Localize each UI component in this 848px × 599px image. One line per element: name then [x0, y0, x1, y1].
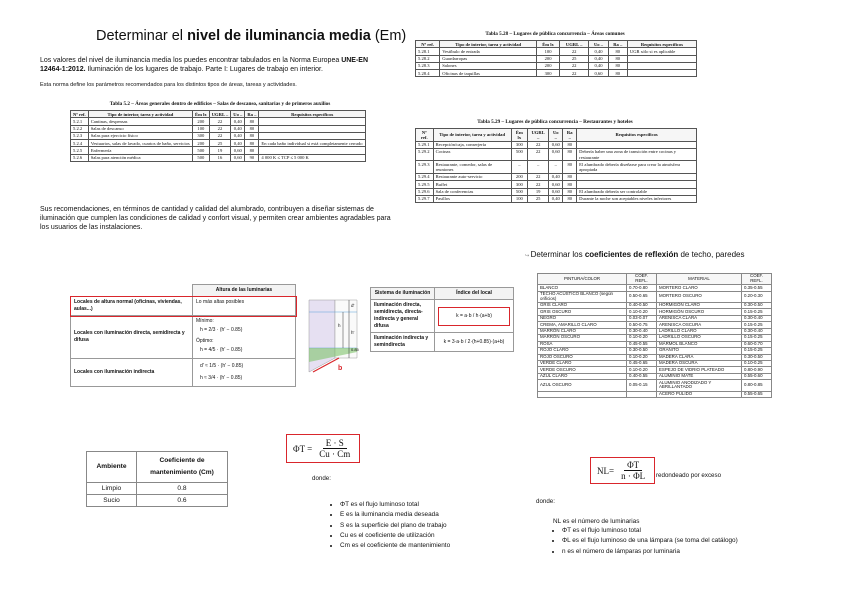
- list-item: • E es la iluminancia media deseada: [340, 510, 450, 520]
- reflection-cell: 0.80-0.85: [742, 380, 772, 391]
- t528-header-6: Requisitos específicos: [627, 41, 696, 48]
- reflection-cell: LADRILLO CLARO: [656, 328, 741, 334]
- t529-cell: Restaurante auto-servicio: [433, 173, 511, 180]
- list-item: • n es el número de lámparas por luminaria: [562, 547, 738, 557]
- reflection-cell: 0.60-0.70: [742, 341, 772, 347]
- reflection-cell: 0.50-0.65: [627, 291, 657, 302]
- t52-cell: 5.2.5: [71, 147, 89, 154]
- t528-cell: [627, 55, 696, 62]
- recommendation-paragraph: Sus recomendaciones, en términos de cantidad y calidad del alumbrado, contribuyen a diseñar sistemas de iluminación que cumplen las condiciones de calidad y confort visual, y permiten crear ambientes agradables para los usuarios de las instalaciones.: [40, 206, 391, 232]
- t529-cell: 5.29.2: [416, 148, 434, 161]
- t528-cell: 80: [608, 62, 627, 69]
- flux-donde: donde:: [312, 475, 331, 482]
- t52-cell: [259, 147, 366, 154]
- t52-cell: 100: [193, 125, 210, 132]
- t529-header-1: Tipo de interior, tarea y actividad: [433, 129, 511, 142]
- list-item: • S es la superficie del plano de trabajo: [340, 521, 450, 531]
- t529-cell: Sala de conferencias: [433, 188, 511, 195]
- t529-cell: El alumbrado debería diseñarse para crear la atmósfera apropiada: [577, 161, 697, 174]
- t52-header-4: Uo –: [231, 111, 245, 118]
- t529-cell: 0,60: [549, 148, 563, 161]
- t529-cell: 0,60: [549, 141, 563, 148]
- t52-cell: 5.2.2: [71, 125, 89, 132]
- t528-cell: 22: [559, 48, 588, 55]
- reflection-header-0: PINTURA/COLOR: [538, 274, 627, 285]
- t52-cell: Salas para ejercicio físico: [88, 132, 192, 139]
- t52-cell: 0,60: [231, 147, 245, 154]
- reflection-cell: ALUMINIO ANODIZADO Y ABRILLANTADO: [656, 380, 741, 391]
- height-row-normal-value: Lo más altas posibles: [193, 297, 296, 316]
- intro-paragraph: Los valores del nivel de iluminancia media los puedes encontrar tabulados en la Norma Europea UNE-EN 12464-1:2012. Iluminación de los lugares de trabajo. Parte I: Lugares de trabajo en interior.: [40, 57, 369, 74]
- t52-header-3: UGRL –: [209, 111, 231, 118]
- diagram-label-hp: h': [351, 330, 355, 335]
- t528-cell: 200: [537, 62, 560, 69]
- t52-cell: 500: [193, 147, 210, 154]
- t528-header-2: Ēm lx: [537, 41, 560, 48]
- t52-header-5: Ra –: [245, 111, 259, 118]
- t528-cell: 80: [608, 70, 627, 77]
- reflection-cell: VERDE CLARO: [538, 360, 627, 366]
- reflection-cell: LADRILLO OSCURO: [656, 335, 741, 341]
- reflection-cell: 0.05-0.15: [627, 380, 657, 391]
- t529-cell: Recepción/caja, conserjería: [433, 141, 511, 148]
- reflection-cell: 0.55-0.65: [742, 391, 772, 397]
- t52-header-2: Ēm lx: [193, 111, 210, 118]
- t529-cell: –: [511, 161, 527, 174]
- t529-cell: 80: [563, 173, 577, 180]
- t528-cell: 0,60: [589, 70, 608, 77]
- t529-cell: 22: [528, 181, 549, 188]
- t529-header-2: Ēm lx: [511, 129, 527, 142]
- t52-cell: 5.2.1: [71, 118, 89, 125]
- t52-cell: 16: [209, 154, 231, 161]
- t529-cell: –: [528, 161, 549, 174]
- reflection-cell: BLANCO: [538, 285, 627, 291]
- reflection-cell: ARENISCA CLARA: [656, 315, 741, 321]
- reflection-cell: 0.55-0.60: [742, 373, 772, 379]
- table-5-2: [70, 110, 366, 162]
- maintenance-cell: Limpio: [87, 482, 137, 494]
- reflection-cell: MÁRMOL BLANCO: [656, 341, 741, 347]
- t52-cell: 22: [209, 118, 231, 125]
- t528-cell: 100: [537, 48, 560, 55]
- reflection-cell: ESPEJO DE VIDRIO PLATEADO: [656, 367, 741, 373]
- table-row: [416, 173, 697, 180]
- intro-note: Esta norma define los parámetros recomendados para los distintos tipos de áreas, tareas y actividades.: [40, 82, 297, 88]
- reflection-cell: ROSA: [538, 341, 627, 347]
- reflection-cell: HORMIGÓN CLARO: [656, 303, 741, 309]
- table-row: [71, 147, 366, 154]
- reflection-cell: 0.15-0.25: [742, 322, 772, 328]
- t52-cell: 4 000 K ≤ TCP ≤ 5 000 K: [259, 154, 366, 161]
- reflection-cell: [538, 391, 627, 397]
- t528-cell: 0,40: [589, 48, 608, 55]
- index-row-indirect: Iluminación indirecta y semindirecta: [371, 333, 435, 352]
- reflection-cell: 0.15-0.25: [742, 335, 772, 341]
- t52-cell: [259, 132, 366, 139]
- t529-cell: 0,60: [549, 188, 563, 195]
- reflection-cell: HORMIGÓN OSCURO: [656, 309, 741, 315]
- reflection-cell: VERDE OSCURO: [538, 367, 627, 373]
- t529-cell: 80: [563, 188, 577, 195]
- reflection-cell: NEGRO: [538, 315, 627, 321]
- t52-cell: 80: [245, 140, 259, 147]
- reflection-cell: 0.15-0.25: [742, 348, 772, 354]
- index-formula-direct: k = a·b / h·(a+b): [438, 307, 510, 326]
- maintenance-header-env: Ambiente: [87, 452, 137, 483]
- t52-cell: 0,40: [231, 140, 245, 147]
- room-height-diagram: [305, 296, 363, 376]
- reflection-cell: 0.30-0.50: [742, 303, 772, 309]
- t528-cell: Oficinas de taquillas: [440, 70, 537, 77]
- t52-cell: 19: [209, 147, 231, 154]
- reflection-cell: 0.30-0.40: [742, 315, 772, 321]
- t528-cell: 0,40: [589, 55, 608, 62]
- reflection-cell: 0.40-0.55: [627, 373, 657, 379]
- table-row: [416, 70, 697, 77]
- reflection-cell: MADERA OSCURA: [656, 360, 741, 366]
- t529-cell: 25: [528, 195, 549, 202]
- flux-formula: ΦT = $\frac{E \cdot S}{Cu \cdot Cm}$: [286, 434, 360, 463]
- reflection-cell: CREMA, AMARILLO CLARO: [538, 322, 627, 328]
- t52-cell: Salas para atención médica: [88, 154, 192, 161]
- nl-definitions: [552, 526, 738, 557]
- t529-cell: 500: [511, 148, 527, 161]
- table-row: [416, 55, 697, 62]
- t529-cell: –: [549, 161, 563, 174]
- table-row: [71, 140, 366, 147]
- t528-cell: 22: [559, 70, 588, 77]
- reflection-cell: ROJO CLARO: [538, 348, 627, 354]
- t529-cell: Buffet: [433, 181, 511, 188]
- t52-cell: 0,60: [231, 154, 245, 161]
- table-row: [416, 188, 697, 195]
- reflection-cell: ALUMINIO MATE: [656, 373, 741, 379]
- t52-cell: Cantinas, despensas: [88, 118, 192, 125]
- reflection-cell: 0.10-0.20: [627, 367, 657, 373]
- t52-cell: 80: [245, 147, 259, 154]
- t52-cell: 5.2.4: [71, 140, 89, 147]
- t529-cell: 200: [511, 173, 527, 180]
- reflection-cell: 0.20-0.30: [742, 291, 772, 302]
- reflection-cell: MORTERO OSCURO: [656, 291, 741, 302]
- table-row: [416, 181, 697, 188]
- table-row: [538, 291, 772, 302]
- t529-cell: El alumbrado debería ser controlable: [577, 188, 697, 195]
- reflection-cell: 0.10-0.20: [627, 309, 657, 315]
- t529-cell: 5.29.3: [416, 161, 434, 174]
- t528-cell: 22: [559, 62, 588, 69]
- reflection-heading: ↪ Determinar los coeficientes de reflexión de techo, paredes: [525, 250, 745, 259]
- t529-header-6: Requisitos específicos: [577, 129, 697, 142]
- arrow-icon: ↪: [525, 253, 531, 259]
- room-index-table: [370, 287, 514, 352]
- table-row: [87, 494, 228, 506]
- reflection-cell: 0.45-0.65: [627, 360, 657, 366]
- t528-cell: UGR sólo si es aplicable: [627, 48, 696, 55]
- maintenance-header-coef: Coeficiente de mantenimiento (Cm): [137, 452, 228, 483]
- reflection-cell: 0.80-0.90: [742, 367, 772, 373]
- reflection-cell: ARENISCA OSCURA: [656, 322, 741, 328]
- t529-header-5: Ra –: [563, 129, 577, 142]
- reflection-cell: 0.10-0.20: [627, 335, 657, 341]
- t52-cell: [259, 118, 366, 125]
- reflection-cell: ROJO OSCURO: [538, 354, 627, 360]
- reflection-cell: MARRÓN CLARO: [538, 328, 627, 334]
- reflection-cell: 0.30-0.40: [742, 328, 772, 334]
- t528-cell: 200: [537, 55, 560, 62]
- t528-cell: 80: [608, 48, 627, 55]
- table-row: [416, 48, 697, 55]
- t529-cell: [577, 173, 697, 180]
- t528-header-0: Nº ref.: [416, 41, 440, 48]
- t52-cell: Salas de descanso: [88, 125, 192, 132]
- t529-cell: Debería haber una zona de transición entre cocinas y restaurante: [577, 148, 697, 161]
- t528-cell: Salones: [440, 62, 537, 69]
- t52-cell: 80: [245, 132, 259, 139]
- t52-cell: 300: [193, 132, 210, 139]
- reflection-cell: 0.03-0.07: [627, 315, 657, 321]
- t528-cell: [627, 62, 696, 69]
- reflection-cell: 0.50-0.75: [627, 322, 657, 328]
- t52-cell: [259, 125, 366, 132]
- t529-cell: 5.29.6: [416, 188, 434, 195]
- maintenance-table: [86, 451, 228, 507]
- reflection-cell: 0.35-0.55: [742, 285, 772, 291]
- table-row: [416, 62, 697, 69]
- t529-cell: 300: [511, 141, 527, 148]
- t528-cell: Vestíbulo de entrada: [440, 48, 537, 55]
- nl-donde: donde:: [536, 498, 555, 505]
- t528-cell: Guardarropas: [440, 55, 537, 62]
- t529-cell: 80: [563, 161, 577, 174]
- flux-definitions: [330, 500, 450, 551]
- t529-cell: [577, 181, 697, 188]
- t528-cell: 5.28.1: [416, 48, 440, 55]
- reflection-cell: 0.70-0.80: [627, 285, 657, 291]
- t528-cell: 80: [608, 55, 627, 62]
- t52-cell: 0,40: [231, 118, 245, 125]
- reflection-header-2: MATERIAL: [656, 274, 741, 285]
- reflection-cell: MORTERO CLARO: [656, 285, 741, 291]
- t529-cell: Restaurante, comedor, salas de reuniones: [433, 161, 511, 174]
- reflection-cell: GRIS CLARO: [538, 303, 627, 309]
- diagram-label-floor: 0.85: [351, 347, 359, 352]
- reflection-cell: 0.40-0.50: [627, 303, 657, 309]
- t52-cell: 500: [193, 154, 210, 161]
- reflection-table: [537, 273, 772, 398]
- reflection-cell: AZUL CLARO: [538, 373, 627, 379]
- t52-cell: 22: [209, 132, 231, 139]
- t529-cell: [577, 141, 697, 148]
- table-row: [538, 380, 772, 391]
- t529-cell: 300: [511, 181, 527, 188]
- t529-cell: 500: [511, 188, 527, 195]
- table-5-28: [415, 40, 697, 77]
- t528-cell: 5.28.4: [416, 70, 440, 77]
- t52-cell: 0,40: [231, 132, 245, 139]
- t52-cell: 200: [193, 118, 210, 125]
- t529-cell: 22: [528, 173, 549, 180]
- t52-header-1: Tipo de interior, tarea y actividad: [88, 111, 192, 118]
- page-title: Determinar el nivel de iluminancia media (Em): [96, 28, 407, 44]
- list-item: • ΦT es el flujo luminoso total: [562, 526, 738, 536]
- reflection-cell: 0.15-0.25: [742, 309, 772, 315]
- t528-cell: 300: [537, 70, 560, 77]
- t529-cell: 5.29.1: [416, 141, 434, 148]
- table-5-29-title: Tabla 5.29 – Lugares de pública concurrencia – Restaurantes y hoteles: [477, 119, 633, 125]
- table-5-28-title: Tabla 5.28 – Lugares de pública concurrencia – Áreas comunes: [485, 31, 625, 37]
- t52-cell: 5.2.3: [71, 132, 89, 139]
- reflection-cell: MARRÓN OSCURO: [538, 335, 627, 341]
- t528-cell: [627, 70, 696, 77]
- t529-cell: 5.29.7: [416, 195, 434, 202]
- list-item: • ΦT es el flujo luminoso total: [340, 500, 450, 510]
- t528-cell: 0,40: [589, 62, 608, 69]
- t529-header-4: Uo –: [549, 129, 563, 142]
- maintenance-cell: 0.6: [137, 494, 228, 506]
- table-row: [71, 132, 366, 139]
- t529-cell: Cocinas: [433, 148, 511, 161]
- t528-cell: 5.28.3: [416, 62, 440, 69]
- reflection-cell: GRANITO: [656, 348, 741, 354]
- reflection-cell: 0.30-0.50: [742, 354, 772, 360]
- nl-formula: NL= $\frac{\Phi T}{n \cdot \Phi L}$: [590, 457, 655, 484]
- maintenance-cell: Sucio: [87, 494, 137, 506]
- t529-cell: 22: [528, 141, 549, 148]
- t52-cell: 80: [245, 125, 259, 132]
- index-header-index: Índice del local: [435, 288, 514, 300]
- height-row-normal-label: Locales de altura normal (oficinas, viviendas, aulas...): [71, 297, 193, 316]
- t52-header-6: Requisitos específicos: [259, 111, 366, 118]
- height-header: Altura de las luminarias: [193, 285, 296, 297]
- reflection-header-3: COEF. REFL.: [742, 274, 772, 285]
- diagram-label-d: d': [351, 303, 355, 308]
- t529-cell: Durante la noche son aceptables niveles inferiores: [577, 195, 697, 202]
- index-row-direct: Iluminación directa, semidirecta, directa-indirecta y general difusa: [371, 300, 435, 333]
- table-5-29: [415, 128, 697, 203]
- list-item: • ΦL es el flujo luminoso de una lámpara (se toma del catálogo): [562, 536, 738, 546]
- t529-cell: 22: [528, 148, 549, 161]
- reflection-cell: TECHO ACÚSTICO BLANCO (según orificios): [538, 291, 627, 302]
- t52-cell: 90: [245, 154, 259, 161]
- reflection-cell: 0.10-0.20: [627, 354, 657, 360]
- t52-cell: Vestuarios, salas de lavado, cuartos de baño, servicios: [88, 140, 192, 147]
- t528-cell: 25: [559, 55, 588, 62]
- maintenance-cell: 0.8: [137, 482, 228, 494]
- reflection-cell: 0.10-0.25: [742, 360, 772, 366]
- t529-cell: 0,40: [549, 195, 563, 202]
- table-row: [71, 125, 366, 132]
- nl-note: redondeado por exceso: [656, 472, 722, 479]
- table-row: [416, 161, 697, 174]
- diagram-label-b: b: [338, 365, 343, 372]
- index-formula-indirect: k = 3·a·b / 2·(h+0.85)·(a+b): [435, 333, 514, 352]
- t529-cell: 5.29.5: [416, 181, 434, 188]
- t529-cell: 100: [511, 195, 527, 202]
- t529-cell: 19: [528, 188, 549, 195]
- table-row: [87, 482, 228, 494]
- reflection-cell: 0.30-0.40: [627, 328, 657, 334]
- t52-header-0: Nº ref.: [71, 111, 89, 118]
- luminaire-height-table: Altura de las luminarias Locales de altura normal (oficinas, viviendas, aulas...) Lo más altas posibles Locales con iluminación directa, semidirecta y difusa Mínimo: h = 2/3 · (h' − 0.85) Óptimo: h = 4/5 · (h' − 0.85) Locales con iluminación indirecta d' ≈ 1/5 · (h' − 0.85) h ≈ 3/4 · (h' − 0.85): [70, 284, 296, 387]
- t52-cell: 80: [245, 118, 259, 125]
- list-item: • Cm es el coeficiente de mantenimiento: [340, 541, 450, 551]
- t528-header-5: Ra –: [608, 41, 627, 48]
- table-row: [538, 391, 772, 397]
- t529-cell: 0,40: [549, 173, 563, 180]
- table-row: [71, 118, 366, 125]
- table-row: [71, 154, 366, 161]
- t529-header-0: Nº ref.: [416, 129, 434, 142]
- table-row: [416, 195, 697, 202]
- reflection-cell: [627, 391, 657, 397]
- height-row-indirect-label: Locales con iluminación indirecta: [71, 359, 193, 387]
- nl-first-definition: NL es el número de luminarias: [553, 518, 640, 525]
- t528-header-4: Uo –: [589, 41, 608, 48]
- t529-cell: 5.29.4: [416, 173, 434, 180]
- t52-cell: 200: [193, 140, 210, 147]
- t529-cell: 0,60: [549, 181, 563, 188]
- t529-cell: 80: [563, 148, 577, 161]
- reflection-cell: AZUL OSCURO: [538, 380, 627, 391]
- diagram-label-h: h: [338, 323, 341, 328]
- table-row: [416, 141, 697, 148]
- t52-cell: 25: [209, 140, 231, 147]
- t528-header-3: UGRL –: [559, 41, 588, 48]
- t529-cell: Pasillos: [433, 195, 511, 202]
- t529-cell: 80: [563, 181, 577, 188]
- t529-cell: 80: [563, 195, 577, 202]
- t528-cell: 5.28.2: [416, 55, 440, 62]
- t52-cell: 22: [209, 125, 231, 132]
- table-5-2-title: Tabla 5.2 – Áreas generales dentro de edificios – Salas de descanso, sanitarias y de primeros auxilios: [109, 101, 331, 107]
- t529-cell: 80: [563, 141, 577, 148]
- reflection-cell: 0.30-0.50: [627, 348, 657, 354]
- t528-header-1: Tipo de interior, tarea y actividad: [440, 41, 537, 48]
- t52-cell: 0,40: [231, 125, 245, 132]
- t52-cell: En cada baño individual si está completamente cerrado: [259, 140, 366, 147]
- list-item: • Cu es el coeficiente de utilización: [340, 531, 450, 541]
- reflection-cell: GRIS OSCURO: [538, 309, 627, 315]
- reflection-cell: MADERA CLARA: [656, 354, 741, 360]
- t52-cell: Enfermería: [88, 147, 192, 154]
- reflection-header-1: COEF. REFL.: [627, 274, 657, 285]
- reflection-cell: ACERO PULIDO: [656, 391, 741, 397]
- t52-cell: 5.2.6: [71, 154, 89, 161]
- t529-header-3: UGRL –: [528, 129, 549, 142]
- table-row: [416, 148, 697, 161]
- index-header-system: Sistema de iluminación: [371, 288, 435, 300]
- reflection-cell: 0.45-0.55: [627, 341, 657, 347]
- height-row-direct-label: Locales con iluminación directa, semidirecta y difusa: [71, 316, 193, 359]
